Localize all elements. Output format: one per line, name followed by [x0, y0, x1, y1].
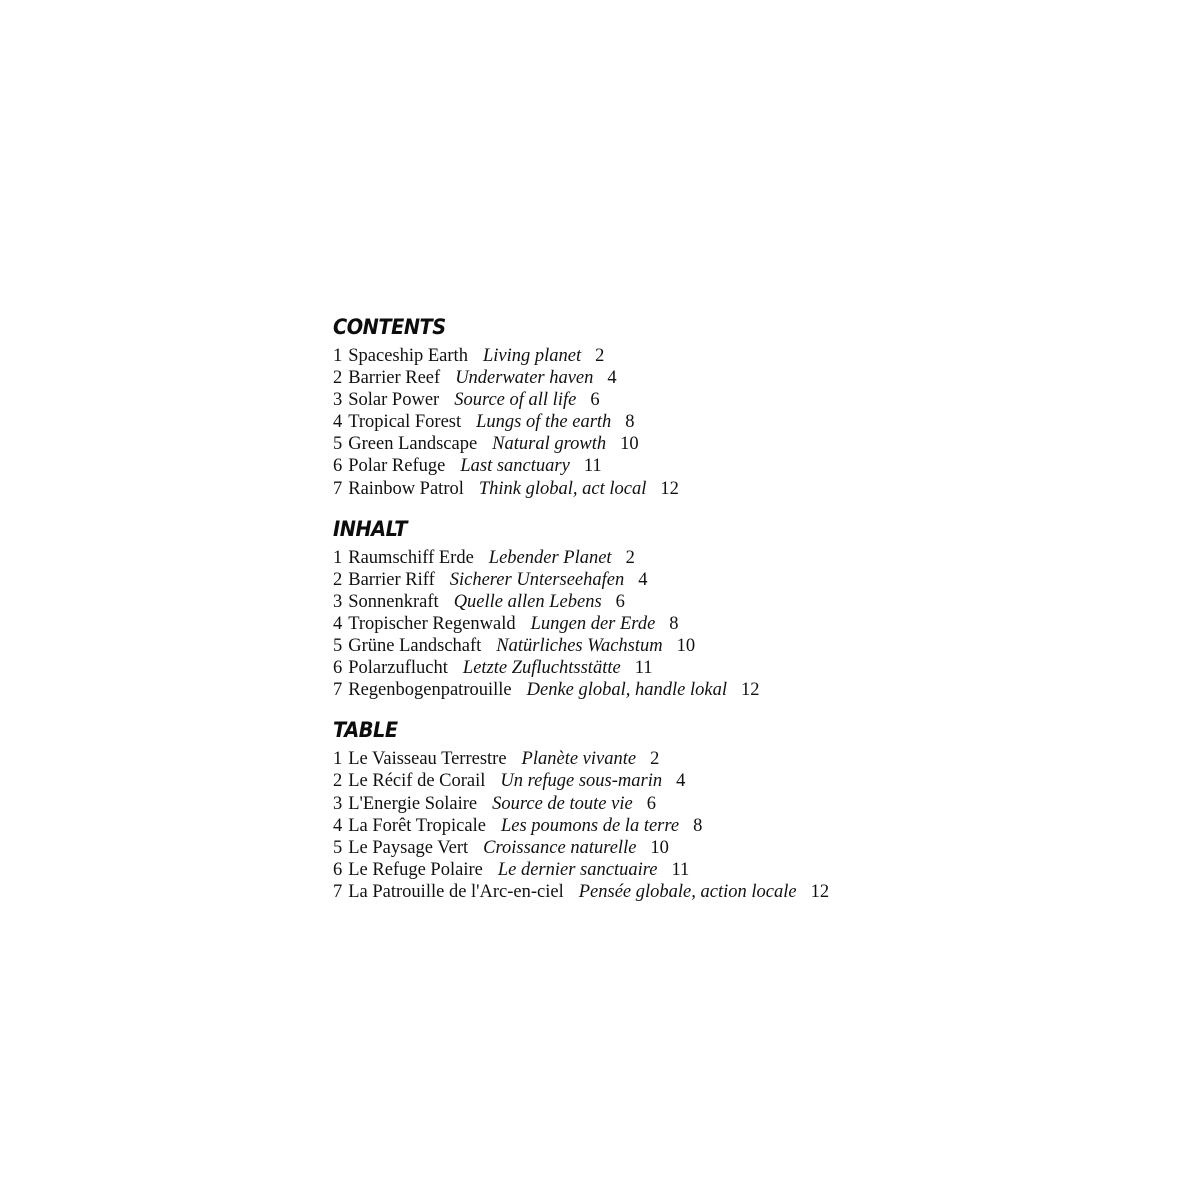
entry-subtitle: Un refuge sous-marin [500, 771, 663, 792]
entry-title: Grüne Landschaft [348, 636, 482, 657]
toc-entry [333, 591, 1173, 613]
entry-title: Le Refuge Polaire [348, 859, 483, 880]
entry-page-number: 2 [595, 346, 605, 366]
entry-subtitle: Letzte Zufluchtsstätte [462, 658, 621, 679]
entry-subtitle: Living planet [482, 346, 582, 366]
entry-title: Sonnenkraft [348, 591, 439, 612]
entry-page-number: 6 [590, 390, 600, 411]
entry-page-number: 2 [650, 749, 660, 770]
entry-title: Polar Refuge [348, 456, 446, 477]
toc-entry [333, 345, 1173, 367]
entry-title: Solar Power [348, 390, 440, 411]
section-heading: INHALT [333, 516, 408, 541]
entry-number: 1 [333, 547, 343, 568]
contents-section-german [333, 514, 1173, 702]
contents-section-english [333, 312, 1173, 500]
entry-title: Spaceship Earth [348, 346, 468, 366]
entry-subtitle: Planète vivante [521, 749, 637, 770]
entry-subtitle: Source de toute vie [492, 793, 633, 814]
entry-number: 3 [333, 793, 343, 814]
contents-section-french [333, 715, 1173, 903]
toc-entry [333, 657, 1173, 679]
toc-entry [333, 613, 1173, 635]
entry-number: 1 [333, 749, 343, 770]
entry-title: La Forêt Tropicale [348, 815, 486, 836]
entry-page-number: 10 [620, 434, 639, 455]
toc-entry [333, 389, 1173, 411]
entry-number: 5 [333, 636, 343, 657]
entry-page-number: 8 [669, 613, 679, 634]
toc-entry [333, 793, 1173, 815]
entry-list [333, 748, 1173, 903]
entry-title: Le Récif de Corail [348, 771, 486, 792]
entry-number: 7 [333, 680, 343, 701]
entry-number: 6 [333, 456, 343, 477]
entry-page-number: 12 [741, 680, 760, 701]
entry-subtitle: Denke global, handle lokal [526, 680, 727, 701]
entry-subtitle: Lungs of the earth [476, 412, 612, 433]
entry-subtitle: Lungen der Erde [530, 613, 656, 634]
entry-page-number: 4 [638, 569, 648, 590]
toc-entry [333, 478, 1173, 500]
entry-title: Barrier Riff [348, 569, 435, 590]
entry-page-number: 12 [660, 478, 679, 499]
entry-subtitle: Sicherer Unterseehafen [449, 569, 625, 590]
entry-page-number: 4 [676, 771, 686, 792]
entry-number: 4 [333, 412, 343, 433]
entry-subtitle: Underwater haven [455, 368, 594, 389]
entry-page-number: 10 [650, 837, 669, 858]
toc-entry [333, 748, 1173, 770]
section-heading: TABLE [333, 718, 398, 743]
entry-page-number: 11 [671, 859, 690, 880]
toc-entry [333, 679, 1173, 701]
entry-subtitle: Croissance naturelle [483, 837, 637, 858]
entry-page-number: 6 [615, 591, 625, 612]
entry-title: Green Landscape [348, 434, 478, 455]
entry-subtitle: Natürliches Wachstum [496, 636, 663, 657]
entry-subtitle: Last sanctuary [460, 456, 570, 477]
entry-number: 2 [333, 368, 343, 389]
entry-number: 7 [333, 881, 343, 902]
toc-entry [333, 547, 1173, 569]
entry-list [333, 547, 1173, 702]
toc-entry [333, 881, 1173, 903]
entry-number: 3 [333, 390, 343, 411]
entry-page-number: 10 [676, 636, 696, 657]
toc-entry [333, 837, 1173, 859]
entry-number: 2 [333, 771, 343, 792]
entry-number: 2 [333, 569, 343, 590]
entry-title: Barrier Reef [348, 368, 441, 389]
section-heading: CONTENTS [333, 315, 446, 339]
entry-title: Le Paysage Vert [348, 837, 469, 858]
entry-subtitle: Quelle allen Lebens [453, 591, 602, 612]
entry-title: Le Vaisseau Terrestre [348, 749, 507, 770]
toc-entry [333, 770, 1173, 792]
toc-entry [333, 455, 1173, 477]
entry-title: L'Energie Solaire [348, 793, 478, 814]
entry-title: Regenbogenpatrouille [348, 680, 512, 701]
entry-title: Polarzuflucht [348, 658, 448, 679]
entry-number: 5 [333, 434, 343, 455]
entry-number: 3 [333, 591, 343, 612]
entry-list [333, 345, 1173, 500]
table-of-contents [333, 312, 1173, 903]
entry-page-number: 2 [625, 547, 635, 568]
toc-entry [333, 367, 1173, 389]
entry-subtitle: Natural growth [492, 434, 607, 455]
toc-entry [333, 859, 1173, 881]
entry-number: 5 [333, 837, 343, 858]
entry-number: 4 [333, 815, 343, 836]
entry-number: 7 [333, 478, 343, 499]
toc-entry [333, 569, 1173, 591]
entry-subtitle: Think global, act local [478, 478, 647, 499]
entry-title: Rainbow Patrol [348, 478, 464, 499]
entry-title: Tropical Forest [348, 412, 462, 433]
entry-subtitle: Lebender Planet [488, 547, 612, 568]
entry-page-number: 8 [693, 815, 703, 836]
entry-page-number: 12 [810, 881, 830, 902]
entry-page-number: 6 [646, 793, 656, 814]
entry-number: 1 [333, 346, 343, 366]
entry-title: La Patrouille de l'Arc-en-ciel [348, 881, 564, 902]
toc-entry [333, 635, 1173, 657]
entry-number: 4 [333, 613, 343, 634]
toc-entry [333, 411, 1173, 433]
entry-title: Tropischer Regenwald [348, 613, 516, 634]
entry-number: 6 [333, 658, 343, 679]
entry-title: Raumschiff Erde [348, 547, 474, 568]
entry-page-number: 4 [607, 368, 617, 389]
toc-entry [333, 433, 1173, 455]
entry-subtitle: Les poumons de la terre [500, 815, 680, 836]
entry-number: 6 [333, 859, 343, 880]
entry-subtitle: Source of all life [454, 390, 577, 411]
entry-page-number: 11 [634, 658, 653, 679]
entry-page-number: 11 [583, 456, 602, 477]
toc-entry [333, 815, 1173, 837]
entry-page-number: 8 [625, 412, 635, 433]
entry-subtitle: Pensée globale, action locale [578, 881, 797, 902]
entry-subtitle: Le dernier sanctuaire [497, 859, 658, 880]
